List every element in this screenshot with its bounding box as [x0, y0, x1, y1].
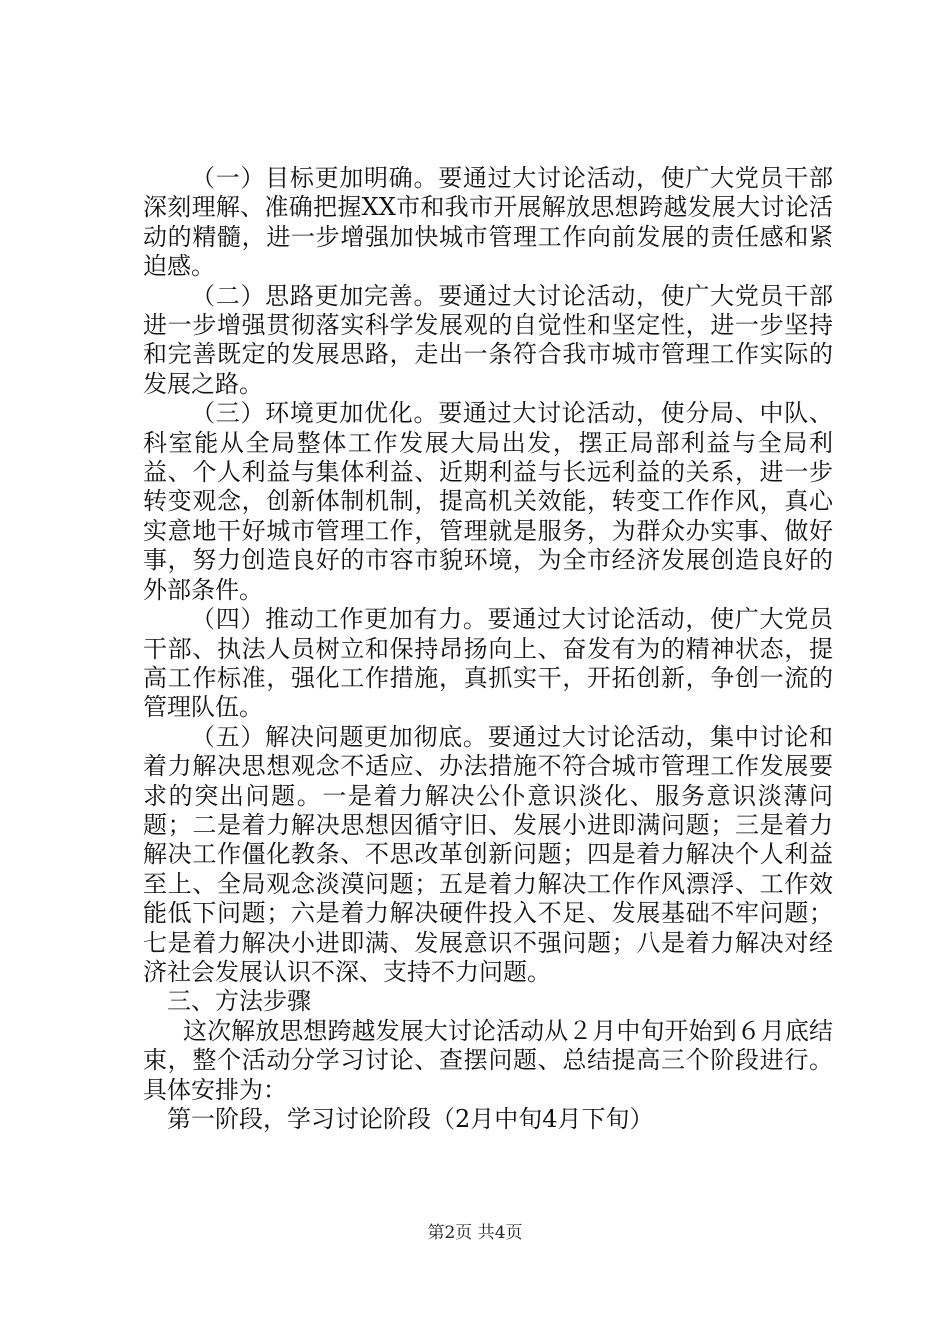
paragraph-goal-2: （二）思路更加完善。要通过大讨论活动，使广大党员干部进一步增强贯彻落实科学发展观的自觉性和坚定性，进一步坚持和完善既定的发展思路，走出一条符合我市城市管理工作实际的发展之路。: [143, 281, 833, 398]
paragraph-goal-4: （四）推动工作更加有力。要通过大讨论活动，使广大党员干部、执法人员树立和保持昂扬向上、奋发有为的精神状态，提高工作标准，强化工作措施，真抓实干，开拓创新，争创一流的管理队伍。: [143, 605, 833, 722]
paragraph-goal-5: （五）解决问题更加彻底。要通过大讨论活动，集中讨论和着力解决思想观念不适应、办法措施不符合城市管理工作发展要求的突出问题。一是着力解决公仆意识淡化、服务意识淡薄问题；二是着力解决思想因循守旧、发展小进即满问题；三是着力解决工作僵化教条、不思改革创新问题；四是着力解决个人利益至上、全局观念淡漠问题；五是着力解决工作作风漂浮、工作效能低下问题；六是着力解决硬件投入不足、发展基础不牢问题；七是着力解决小进即满、发展意识不强问题；八是着力解决对经济社会发展认识不深、支持不力问题。: [143, 722, 833, 986]
document-body: [143, 164, 833, 1134]
page-footer: 第2页 共4页: [427, 1223, 523, 1243]
paragraph-schedule: 这次解放思想跨越发展大讨论活动从２月中旬开始到６月底结束，整个活动分学习讨论、查摆问题、总结提高三个阶段进行。具体安排为：: [143, 1016, 833, 1104]
section-heading-methods: 三、方法步骤: [167, 987, 311, 1016]
paragraph-goal-3: （三）环境更加优化。要通过大讨论活动，使分局、中队、科室能从全局整体工作发展大局出发，摆正局部利益与全局利益、个人利益与集体利益、近期利益与长远利益的关系，进一步转变观念，创新体制机制，提高机关效能，转变工作作风，真心实意地干好城市管理工作，管理就是服务，为群众办实事、做好事，努力创造良好的市容市貌环境，为全市经济发展创造良好的外部条件。: [143, 399, 833, 604]
paragraph-phase-1: 第一阶段，学习讨论阶段（2月中旬4月下旬）: [167, 1105, 654, 1133]
paragraph-goal-1: （一）目标更加明确。要通过大讨论活动，使广大党员干部深刻理解、准确把握XX市和我市开展解放思想跨越发展大讨论活动的精髓，进一步增强加快城市管理工作向前发展的责任感和紧迫感。: [143, 164, 833, 281]
